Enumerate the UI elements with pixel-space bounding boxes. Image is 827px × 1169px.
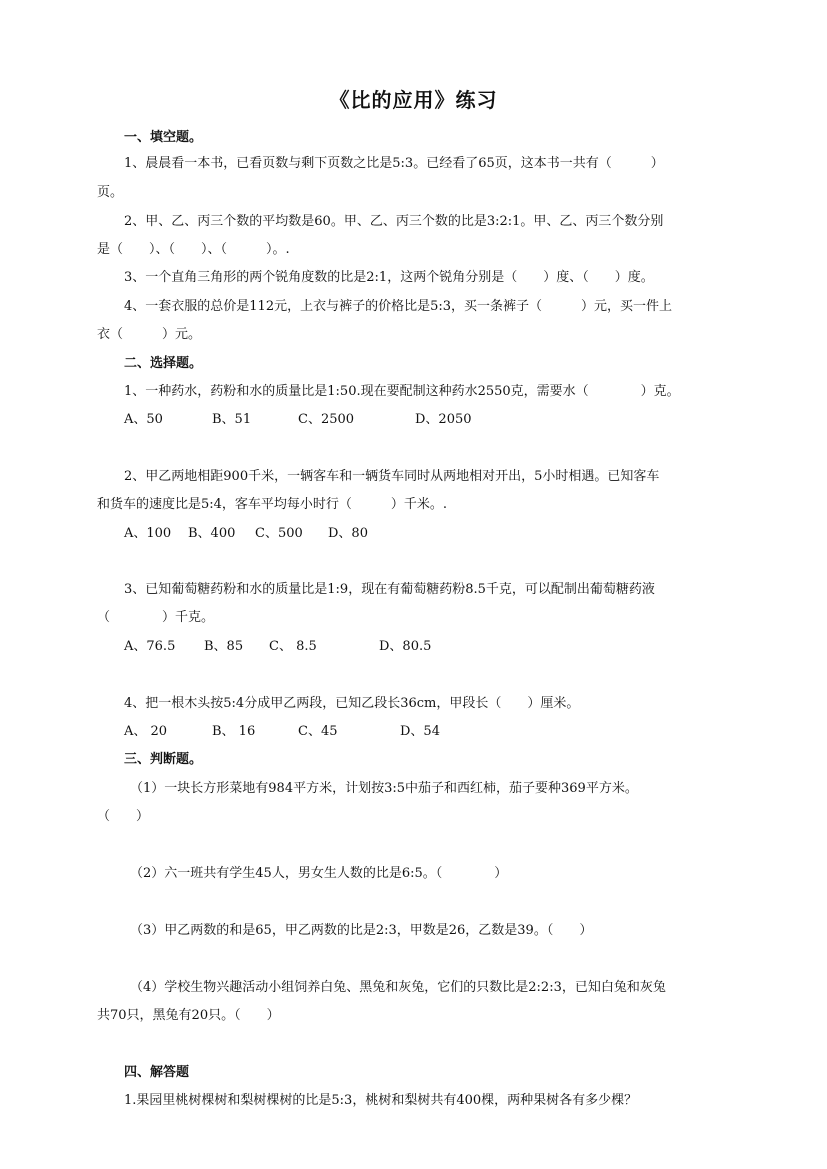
- choice-question-4: 4、把一根木头按5:4分成甲乙两段，已知乙段长36cm，甲段长（ ）厘米。: [124, 696, 580, 711]
- option-c: C、500: [255, 526, 303, 541]
- option-a: A、100: [124, 526, 172, 541]
- judge-question-4-line-2: 共70只，黑兔有20只。（ ）: [97, 1008, 280, 1023]
- option-b: B、 16: [212, 724, 256, 739]
- choice-question-3-line-2: （ ）千克。: [97, 610, 215, 625]
- section-answer-heading: 四、解答题: [124, 1065, 190, 1080]
- option-c: C、 8.5: [269, 639, 317, 654]
- option-d: D、80.5: [379, 639, 432, 654]
- fill-question-4-line-2: 衣（ ）元。: [97, 327, 202, 342]
- judge-question-4-line-1: （4）学校生物兴趣活动小组饲养白兔、黑兔和灰兔，它们的只数比是2:2:3，已知白兔和灰兔: [130, 980, 666, 995]
- fill-question-1-line-2: 页。: [97, 185, 124, 200]
- section-fill-in-heading: 一、填空题。: [124, 130, 203, 145]
- fill-question-1-line-1: 1、晨晨看一本书，已看页数与剩下页数之比是5:3。已经看了65页，这本书一共有（ ）: [124, 156, 664, 171]
- page-title: 《比的应用》练习: [329, 88, 498, 112]
- option-a: A、76.5: [124, 639, 176, 654]
- option-d: D、80: [328, 526, 368, 541]
- choice-question-1: 1、一种药水，药粉和水的质量比是1:50.现在要配制这种药水2550克，需要水（ ）克。: [124, 384, 680, 399]
- fill-question-2-line-2: 是（ ）、（ ）、（ ）。.: [97, 242, 290, 257]
- fill-question-3: 3、一个直角三角形的两个锐角度数的比是2:1，这两个锐角分别是（ ）度、（ ）度。: [124, 270, 654, 285]
- option-a: A、 20: [124, 724, 168, 739]
- choice-question-2-line-1: 2、甲乙两地相距900千米，一辆客车和一辆货车同时从两地相对开出，5小时相遇。已知客车: [124, 469, 660, 484]
- judge-question-1-line-2: （ ）: [97, 809, 150, 824]
- option-d: D、54: [400, 724, 440, 739]
- choice-question-4-options: [124, 720, 440, 739]
- option-c: C、2500: [298, 412, 355, 427]
- fill-question-2-line-1: 2、甲、乙、丙三个数的平均数是60。甲、乙、丙三个数的比是3:2:1。甲、乙、丙三个数分别: [124, 214, 664, 229]
- option-d: D、2050: [415, 412, 472, 427]
- answer-question-1: 1.果园里桃树棵树和梨树棵树的比是5:3，桃树和梨树共有400棵，两种果树各有多少棵？: [124, 1093, 638, 1108]
- option-b: B、51: [212, 412, 252, 427]
- option-c: C、45: [298, 724, 338, 739]
- choice-question-3-options: [124, 635, 431, 654]
- choice-question-2-options: [124, 522, 368, 541]
- judge-question-1-line-1: （1）一块长方形菜地有984平方米，计划按3:5中茄子和西红柿，茄子要种369平方米。: [130, 781, 638, 796]
- choice-question-3-line-1: 3、已知葡萄糖药粉和水的质量比是1:9，现在有葡萄糖药粉8.5千克，可以配制出葡萄糖药液: [124, 582, 655, 597]
- judge-question-2: （2）六一班共有学生45人，男女生人数的比是6:5。（ ）: [130, 866, 508, 881]
- choice-question-1-options: [124, 408, 472, 427]
- option-b: B、85: [204, 639, 244, 654]
- option-a: A、50: [124, 412, 163, 427]
- section-choice-heading: 二、选择题。: [124, 356, 203, 371]
- judge-question-3: （3）甲乙两数的和是65，甲乙两数的比是2:3，甲数是26，乙数是39。（ ）: [130, 923, 593, 938]
- fill-question-4-line-1: 4、一套衣服的总价是112元，上衣与裤子的价格比是5:3，买一条裤子（ ）元，买一件上: [124, 299, 673, 314]
- option-b: B、400: [188, 526, 236, 541]
- section-judge-heading: 三、判断题。: [124, 752, 203, 767]
- choice-question-2-line-2: 和货车的速度比是5:4，客车平均每小时行（ ）千米。.: [97, 497, 448, 512]
